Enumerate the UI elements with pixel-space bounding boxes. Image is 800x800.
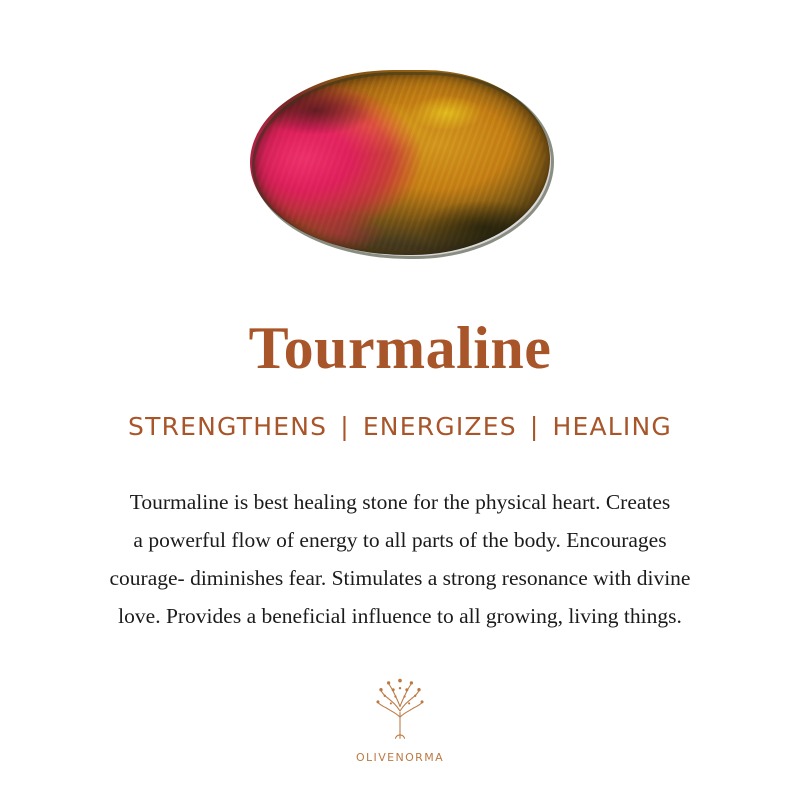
keyword-energizes: ENERGIZES — [362, 412, 517, 441]
keyword-strengthens: STRENGTHENS — [128, 412, 328, 441]
description-line: Tourmaline is best healing stone for the physical heart. Creates — [129, 490, 671, 514]
brand-logo — [356, 673, 444, 764]
description-line: courage- diminishes fear. Stimulates a strong resonance with divine — [109, 566, 691, 590]
keyword-healing: HEALING — [552, 412, 672, 441]
page-title: Tourmaline — [248, 315, 552, 381]
keyword-separator-1: | — [340, 412, 350, 441]
stone-image — [250, 70, 550, 260]
description-line: love. Provides a beneficial influence to all growing, living things. — [118, 604, 682, 628]
brand-name: OLIVENORMA — [355, 751, 445, 764]
description-line: a powerful flow of energy to all parts of the body. Encourages — [133, 528, 667, 552]
keyword-list — [128, 412, 672, 441]
keyword-separator-2: | — [529, 412, 540, 441]
tree-of-life-icon — [362, 673, 438, 749]
product-description — [55, 483, 745, 635]
stone-edge-outline — [252, 72, 554, 259]
